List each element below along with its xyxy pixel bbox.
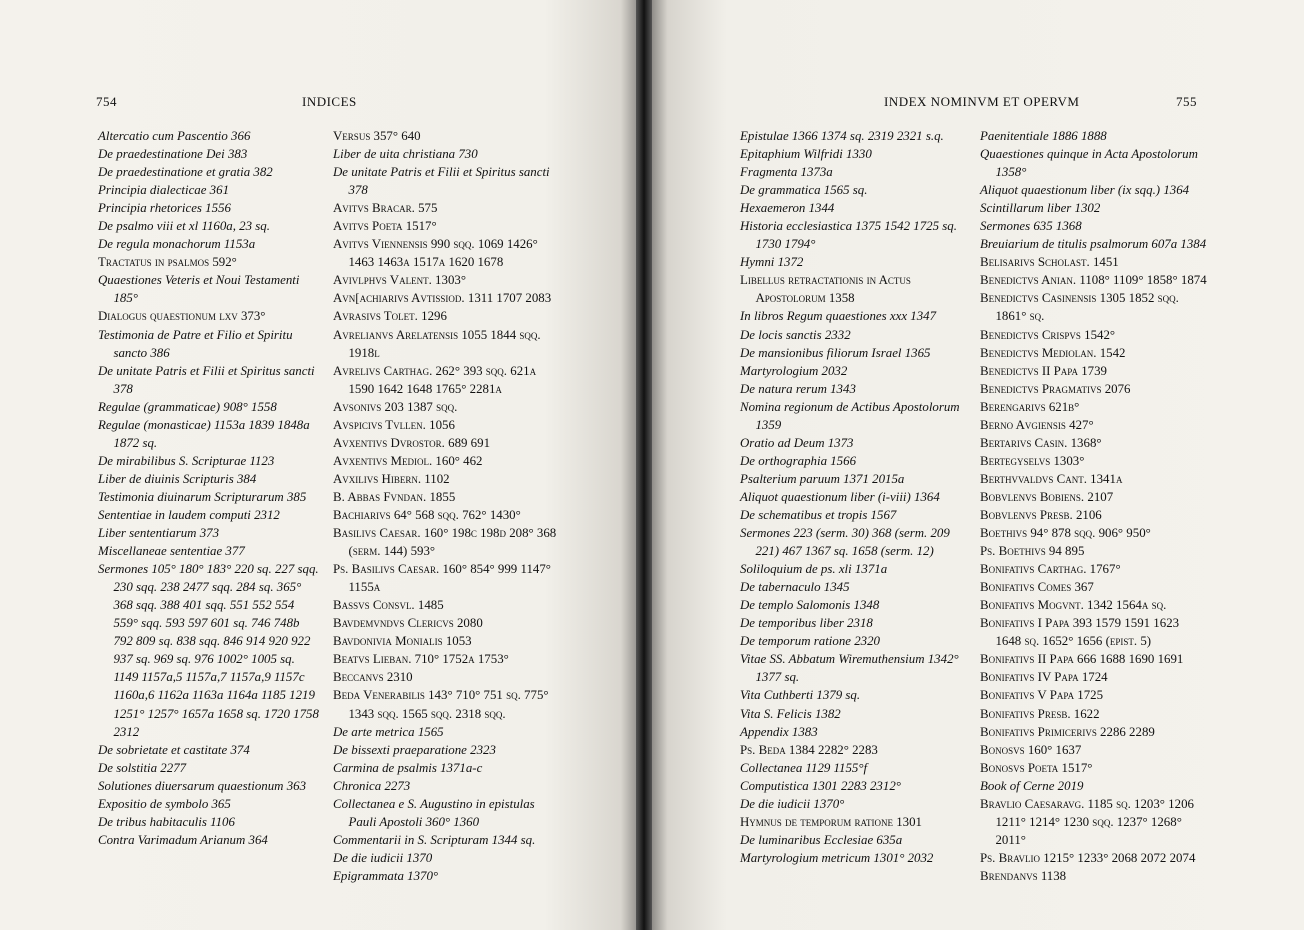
index-entry: Berthvvaldvs Cant. 1341a xyxy=(980,471,1123,486)
index-entry: De bissexti praeparatione 2323 xyxy=(333,742,496,757)
index-entry: Oratio ad Deum 1373 xyxy=(740,435,854,450)
index-entry: Bavdonivia Monialis 1053 xyxy=(333,634,472,649)
index-entry: De psalmo viii et xl 1160a, 23 sq. xyxy=(98,219,270,234)
index-entry: Beatvs Lieban. 710° 1752a 1753° xyxy=(333,652,509,667)
index-entry: Carmina de psalmis 1371a-c xyxy=(333,760,483,775)
index-entry: Hymnus de temporum ratione 1301 xyxy=(740,814,922,829)
index-entry: Nomina regionum de Actibus Apostolorum 1359 xyxy=(740,399,960,432)
index-entry: Avspicivs Tvllen. 1056 xyxy=(333,417,455,432)
index-entry: Quaestiones quinque in Acta Apostolorum 1358° xyxy=(980,147,1198,180)
index-entry: Ps. Beda 1384 2282° 2283 xyxy=(740,742,878,757)
index-entry: Avitvs Bracar. 575 xyxy=(333,201,438,216)
index-entry: Scintillarum liber 1302 xyxy=(980,201,1101,216)
index-entry: De solstitia 2277 xyxy=(98,760,187,775)
index-entry: Paenitentiale 1886 1888 xyxy=(980,129,1107,143)
right-column-1 xyxy=(740,127,974,867)
index-entry: De orthographia 1566 xyxy=(740,453,857,468)
index-entry: Quaestiones Veteris et Noui Testamenti 185° xyxy=(98,273,300,306)
index-entry: De praedestinatione et gratia 382 xyxy=(98,165,273,180)
index-entry: Sermones 105° 180° 183° 220 sq. 227 sqq. 230 sqq. 238 2477 sqq. 284 sq. 365° 368 sqq. 388 401 sqq. 551 552 554 559° sqq. 593 597 601 sq. 746 748b 792 809 sq. 838 sqq. 846 914 920 922 937 sq. 969 sq. 976 1002° 1005 sq. 1149 1157a,5 1157a,7 1157a,9 1157c 1160a,6 1162a 1163a 1164a 1185 1219 1251° 1257° 1657a 1658 sq. 1720 1758 2312 xyxy=(98,562,319,739)
index-entry: Liber de uita christiana 730 xyxy=(333,147,478,162)
index-entry: De die iudicii 1370° xyxy=(740,796,845,811)
index-entry: Benedictvs Crispvs 1542° xyxy=(980,327,1116,342)
index-entry: De mirabilibus S. Scripturae 1123 xyxy=(98,453,275,468)
index-entry: Book of Cerne 2019 xyxy=(980,778,1084,793)
index-entry: Soliloquium de ps. xli 1371a xyxy=(740,562,888,577)
index-entry: B. Abbas Fvndan. 1855 xyxy=(333,489,456,504)
index-entry: Brendanvs 1138 xyxy=(980,868,1067,883)
index-entry: Avitvs Poeta 1517° xyxy=(333,219,437,234)
index-entry: De locis sanctis 2332 xyxy=(740,327,851,342)
index-entry: Avivlphvs Valent. 1303° xyxy=(333,273,466,288)
index-entry: Aliquot quaestionum liber (ix sqq.) 1364 xyxy=(980,183,1190,198)
index-entry: Martyrologium 2032 xyxy=(740,363,848,378)
index-entry: Hexaemeron 1344 xyxy=(740,201,835,216)
index-entry: Bobvlenvs Bobiens. 2107 xyxy=(980,489,1114,504)
index-entry: De regula monachorum 1153a xyxy=(98,237,256,252)
index-entry: Testimonia de Patre et Filio et Spiritu sancto 386 xyxy=(98,327,293,360)
index-entry: In libros Regum quaestiones xxx 1347 xyxy=(740,309,937,324)
index-entry: De die iudicii 1370 xyxy=(333,850,433,865)
index-entry: Martyrologium metricum 1301° 2032 xyxy=(740,850,934,865)
index-entry: Bravlio Caesaravg. 1185 sq. 1203° 1206 1211° 1214° 1230 sqq. 1237° 1268° 2011° xyxy=(980,796,1194,847)
index-entry: Bachiarivs 64° 568 sqq. 762° 1430° xyxy=(333,507,521,522)
index-entry: Bonifativs I Papa 393 1579 1591 1623 1648 sq. 1652° 1656 (epist. 5) xyxy=(980,616,1180,649)
index-entry: Bassvs Consvl. 1485 xyxy=(333,598,444,613)
index-entry: Beda Venerabilis 143° 710° 751 sq. 775° 1343 sqq. 1565 sqq. 2318 sqq. xyxy=(333,688,549,721)
index-entry: De tribus habitaculis 1106 xyxy=(98,814,235,829)
index-entry: Computistica 1301 2283 2312° xyxy=(740,778,901,793)
index-entry: Bobvlenvs Presb. 2106 xyxy=(980,507,1102,522)
index-entry: Vitae SS. Abbatum Wiremuthensium 1342° 1377 sq. xyxy=(740,652,959,685)
index-entry: De grammatica 1565 sq. xyxy=(740,183,868,198)
index-entry: Benedictvs II Papa 1739 xyxy=(980,363,1107,378)
running-head-left: INDICES xyxy=(302,94,357,109)
index-entry: Avrelivs Carthag. 262° 393 sqq. 621a 1590 1642 1648 1765° 2281a xyxy=(333,363,537,396)
index-entry: Bonifativs Comes 367 xyxy=(980,580,1094,595)
index-entry: Collectanea e S. Augustino in epistulas Pauli Apostoli 360° 1360 xyxy=(333,796,535,829)
index-entry: Epistulae 1366 1374 sq. 2319 2321 s.q. xyxy=(740,129,944,143)
index-entry: Basilivs Caesar. 160° 198c 198d 208° 368 (serm. 144) 593° xyxy=(333,526,557,559)
index-entry: De mansionibus filiorum Israel 1365 xyxy=(740,345,931,360)
left-page xyxy=(0,0,640,930)
index-entry: Regulae (grammaticae) 908° 1558 xyxy=(98,399,277,414)
index-entry: Avrelianvs Arelatensis 1055 1844 sqq. 1918l xyxy=(333,327,541,360)
index-entry: Liber de diuinis Scripturis 384 xyxy=(98,471,257,486)
index-entry: Liber sententiarum 373 xyxy=(98,526,220,541)
index-entry: Sermones 635 1368 xyxy=(980,219,1082,234)
index-entry: Bonifativs V Papa 1725 xyxy=(980,688,1104,703)
index-entry: Avitvs Viennensis 990 sqq. 1069 1426° 1463 1463a 1517a 1620 1678 xyxy=(333,237,538,270)
page-number-right: 755 xyxy=(1176,94,1197,109)
index-entry: De unitate Patris et Filii et Spiritus sancti 378 xyxy=(333,165,550,198)
index-entry: Berengarivs 621b° xyxy=(980,399,1080,414)
index-entry: Bonifativs Presb. 1622 xyxy=(980,706,1100,721)
index-entry: De tabernaculo 1345 xyxy=(740,580,850,595)
index-entry: Avxentivs Mediol. 160° 462 xyxy=(333,453,483,468)
index-entry: Bertegyselvs 1303° xyxy=(980,453,1085,468)
index-entry: Avxentivs Dvrostor. 689 691 xyxy=(333,435,491,450)
index-entry: Contra Varimadum Arianum 364 xyxy=(98,832,268,847)
index-entry: Sententiae in laudem computi 2312 xyxy=(98,507,280,522)
index-entry: Tractatus in psalmos 592° xyxy=(98,255,237,270)
index-entry: De arte metrica 1565 xyxy=(333,724,444,739)
index-entry: Chronica 2273 xyxy=(333,778,411,793)
index-entry: Altercatio cum Pascentio 366 xyxy=(98,129,251,143)
index-entry: Boethivs 94° 878 sqq. 906° 950° xyxy=(980,526,1151,541)
index-entry: Testimonia diuinarum Scripturarum 385 xyxy=(98,489,307,504)
index-entry: Solutiones diuersarum quaestionum 363 xyxy=(98,778,307,793)
left-column-1 xyxy=(98,127,320,849)
index-entry: De temporibus liber 2318 xyxy=(740,616,873,631)
index-entry: Collectanea 1129 1155°f xyxy=(740,760,868,775)
index-entry: Benedictvs Pragmativs 2076 xyxy=(980,381,1131,396)
index-entry: Avsonivs 203 1387 sqq. xyxy=(333,399,458,414)
index-entry: Benedictvs Mediolan. 1542 xyxy=(980,345,1126,360)
index-entry: Commentarii in S. Scripturam 1344 sq. xyxy=(333,832,536,847)
index-entry: Principia rhetorices 1556 xyxy=(98,201,231,216)
index-entry: Libellus retractationis in Actus Apostolorum 1358 xyxy=(740,273,911,306)
page-number-left: 754 xyxy=(96,94,117,109)
index-entry: Bonifativs IV Papa 1724 xyxy=(980,670,1108,685)
left-column-2 xyxy=(333,127,559,885)
index-entry: Regulae (monasticae) 1153a 1839 1848a 1872 sq. xyxy=(98,417,310,450)
index-entry: Historia ecclesiastica 1375 1542 1725 sq. 1730 1794° xyxy=(740,219,957,252)
index-entry: Bavdemvndvs Clericvs 2080 xyxy=(333,616,483,631)
index-entry: De unitate Patris et Filii et Spiritus sancti 378 xyxy=(98,363,315,396)
index-entry: De sobrietate et castitate 374 xyxy=(98,742,250,757)
running-head-right: INDEX NOMINVM ET OPERVM xyxy=(884,94,1080,109)
book-gutter xyxy=(636,0,652,930)
index-entry: Versus 357° 640 xyxy=(333,129,421,143)
index-entry: Ps. Bravlio 1215° 1233° 2068 2072 2074 xyxy=(980,850,1196,865)
index-entry: Berno Avgiensis 427° xyxy=(980,417,1094,432)
index-entry: Avn[achiarivs Avtissiod. 1311 1707 2083 xyxy=(333,291,552,306)
index-entry: De temporum ratione 2320 xyxy=(740,634,880,649)
index-entry: Belisarivs Scholast. 1451 xyxy=(980,255,1119,270)
index-entry: Vita Cuthberti 1379 sq. xyxy=(740,688,861,703)
index-entry: De natura rerum 1343 xyxy=(740,381,856,396)
index-entry: Appendix 1383 xyxy=(740,724,818,739)
index-entry: Benedictvs Anian. 1108° 1109° 1858° 1874 xyxy=(980,273,1207,288)
index-entry: Miscellaneae sententiae 377 xyxy=(98,544,245,559)
index-entry: Vita S. Felicis 1382 xyxy=(740,706,841,721)
index-entry: Bonifativs Mogvnt. 1342 1564a sq. xyxy=(980,598,1167,613)
index-entry: Beccanvs 2310 xyxy=(333,670,413,685)
index-entry: Avxilivs Hibern. 1102 xyxy=(333,471,450,486)
index-entry: Avrasivs Tolet. 1296 xyxy=(333,309,447,324)
index-entry: Ps. Boethivs 94 895 xyxy=(980,544,1085,559)
index-entry: Sermones 223 (serm. 30) 368 (serm. 209 221) 467 1367 sq. 1658 (serm. 12) xyxy=(740,526,950,559)
index-entry: Aliquot quaestionum liber (i-viii) 1364 xyxy=(740,489,940,504)
right-page xyxy=(648,0,1304,930)
index-entry: Dialogus quaestionum lxv 373° xyxy=(98,309,266,324)
index-entry: Ps. Basilivs Caesar. 160° 854° 999 1147° 1155a xyxy=(333,562,551,595)
index-entry: Bertarivs Casin. 1368° xyxy=(980,435,1102,450)
index-entry: Bonifativs II Papa 666 1688 1690 1691 xyxy=(980,652,1184,667)
index-entry: De luminaribus Ecclesiae 635a xyxy=(740,832,903,847)
index-entry: De templo Salomonis 1348 xyxy=(740,598,880,613)
index-entry: Epigrammata 1370° xyxy=(333,868,439,883)
index-entry: Principia dialecticae 361 xyxy=(98,183,230,198)
index-entry: De praedestinatione Dei 383 xyxy=(98,147,248,162)
index-entry: Breuiarium de titulis psalmorum 607a 1384 xyxy=(980,237,1207,252)
index-entry: Bonosvs Poeta 1517° xyxy=(980,760,1093,775)
index-entry: Bonifativs Carthag. 1767° xyxy=(980,562,1121,577)
index-entry: Bonosvs 160° 1637 xyxy=(980,742,1082,757)
index-entry: Psalterium paruum 1371 2015a xyxy=(740,471,905,486)
index-entry: Hymni 1372 xyxy=(740,255,804,270)
index-entry: Benedictvs Casinensis 1305 1852 sqq. 1861° sq. xyxy=(980,291,1179,324)
index-entry: De schematibus et tropis 1567 xyxy=(740,507,897,522)
right-column-2 xyxy=(980,127,1208,885)
index-entry: Fragmenta 1373a xyxy=(740,165,833,180)
index-entry: Expositio de symbolo 365 xyxy=(98,796,231,811)
index-entry: Epitaphium Wilfridi 1330 xyxy=(740,147,872,162)
index-entry: Bonifativs Primicerivs 2286 2289 xyxy=(980,724,1155,739)
